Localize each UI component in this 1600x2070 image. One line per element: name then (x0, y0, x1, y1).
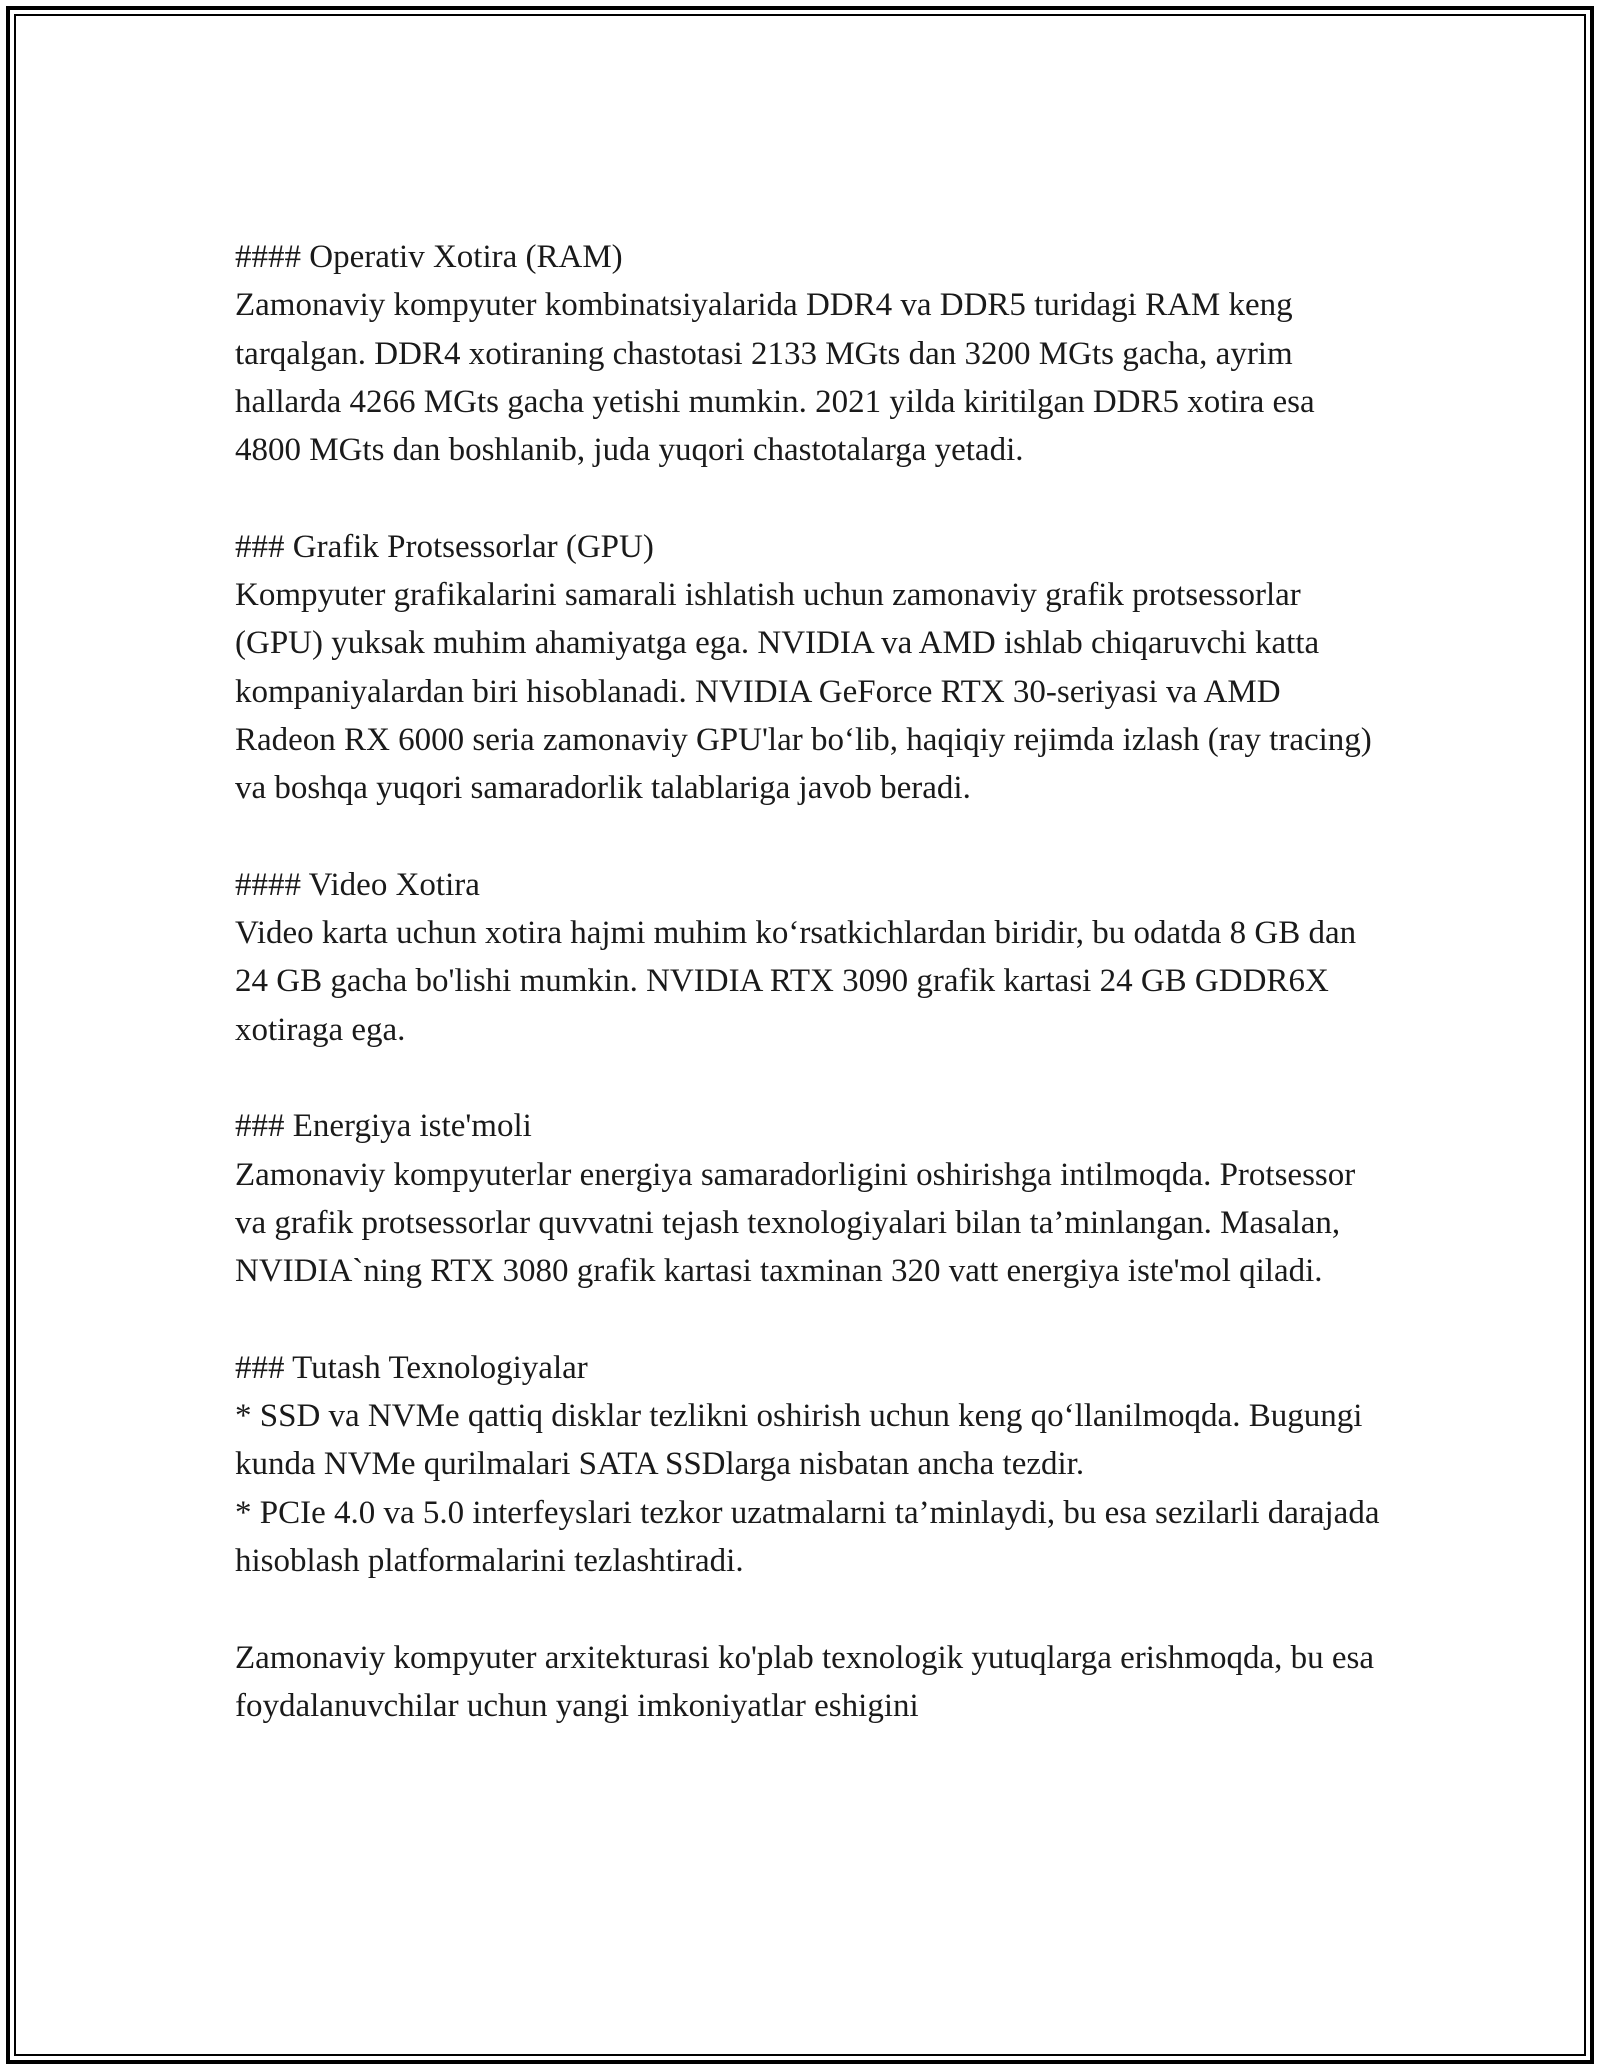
section-gpu (235, 523, 1385, 813)
section-energy (235, 1102, 1385, 1295)
bullet-item: * PCIe 4.0 va 5.0 interfeyslari tezkor uzatmalarni ta’minlaydi, bu esa sezilarli darajada hisoblash platformalarini tezlashtiradi. (235, 1494, 1380, 1580)
section-video-memory (235, 861, 1385, 1054)
section-heading: #### Video Xotira (235, 866, 480, 903)
section-paragraph: Video karta uchun xotira hajmi muhim ko‘rsatkichlardan biridir, bu odatda 8 GB dan 24 GB gacha bo'lishi mumkin. NVIDIA RTX 3090 grafik kartasi 24 GB GDDR6X xotiraga ega. (235, 915, 1357, 1048)
section-paragraph: Zamonaviy kompyuterlar energiya samaradorligini oshirishga intilmoqda. Protsessor va grafik protsessorlar quvvatni tejash texnologiyalari bilan ta’minlangan. Masalan, NVIDIA`ning RTX 3080 grafik kartasi taxminan 320 vatt energiya iste'mol qiladi. (235, 1156, 1356, 1290)
section-paragraph: Zamonaviy kompyuter kombinatsiyalarida DDR4 va DDR5 turidagi RAM keng tarqalgan. DDR4 xotiraning chastotasi 2133 MGts dan 3200 MGts gacha, ayrim hallarda 4266 MGts gacha yetishi mumkin. 2021 yilda kiritilgan DDR5 xotira esa 4800 MGts dan boshlanib, juda yuqori chastotalarga yetadi. (235, 287, 1315, 469)
section-heading: ### Grafik Protsessorlar (GPU) (235, 528, 654, 565)
bullet-item: * SSD va NVMe qattiq disklar tezlikni oshirish uchun keng qo‘llanilmoqda. Bugungi kunda NVMe qurilmalari SATA SSDlarga nisbatan ancha tezdir. (235, 1398, 1363, 1483)
section-conclusion (235, 1634, 1385, 1731)
section-ram (235, 233, 1385, 474)
section-heading: ### Energiya iste'moli (235, 1108, 532, 1145)
section-paragraph: Kompyuter grafikalarini samarali ishlatish uchun zamonaviy grafik protsessorlar (GPU) yuksak muhim ahamiyatga ega. NVIDIA va AMD ishlab chiqaruvchi katta kompaniyalardan biri hisoblanadi. NVIDIA GeForce RTX 30-seriyasi va AMD Radeon RX 6000 seria zamonaviy GPU'lar bo‘lib, haqiqiy rejimda izlash (ray tracing) va boshqa yuqori samaradorlik talablariga javob beradi. (235, 577, 1372, 807)
section-technologies (235, 1344, 1385, 1585)
section-heading: ### Tutash Texnologiyalar (235, 1349, 588, 1386)
section-paragraph: Zamonaviy kompyuter arxitekturasi ko'plab texnologik yutuqlarga erishmoqda, bu esa foydalanuvchilar uchun yangi imkoniyatlar eshigini (235, 1639, 1374, 1724)
section-heading: #### Operativ Xotira (RAM) (235, 239, 623, 275)
document-body (235, 233, 1385, 1779)
